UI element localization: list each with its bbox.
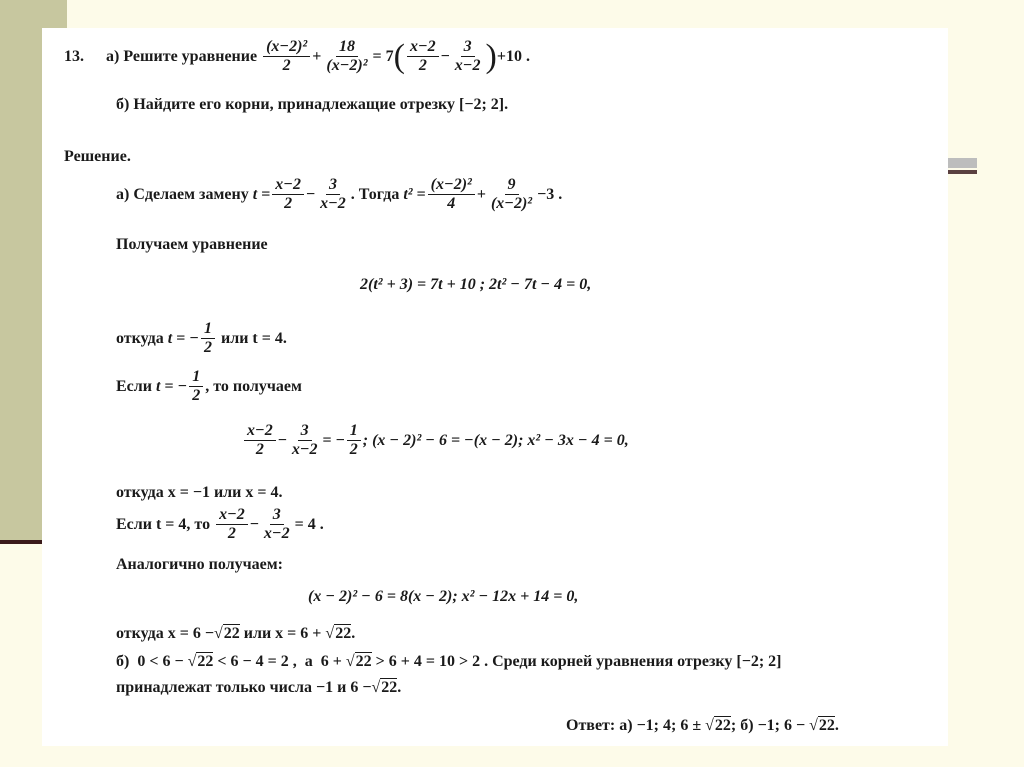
problem-number: 13. bbox=[64, 47, 84, 65]
solution-line-10: (x − 2)² − 6 = 8(x − 2); x² − 12x + 14 = 0, bbox=[308, 588, 579, 605]
solution-line-1: а) Сделаем замену t = $\frac{x-2}{2}$ − $\frac{3}{x-2}$ . Тогда t² = $\frac{\text{(x−2)²}}{4}$ + $\frac{9}{\text{(x−2)²}}$ −3 . bbox=[116, 176, 563, 212]
solution-line-13: принадлежат только числа −1 и 6 − √ 22 . bbox=[116, 678, 402, 696]
solution-line-5: Если t = − $\frac{1}{2}$ , то получаем bbox=[116, 368, 302, 404]
solution-line-6: $\frac{x-2}{2}$ − $\frac{3}{x-2}$ = − $\frac{1}{2}$ ; (x − 2)² − 6 = −(x − 2); x² − 3x − 4 = 0, bbox=[242, 422, 629, 459]
slide-divider-right-dark bbox=[947, 170, 977, 174]
solution-heading: Решение. bbox=[64, 148, 131, 165]
slide-divider-right bbox=[947, 158, 977, 168]
solution-line-2: Получаем уравнение bbox=[116, 236, 268, 253]
solution-line-7: откуда x = −1 или x = 4. bbox=[116, 484, 283, 501]
problem-line-b: б) Найдите его корни, принадлежащие отрезку [−2; 2]. bbox=[116, 96, 509, 113]
fraction: $\frac{x-2}{2}$ bbox=[407, 38, 439, 75]
fraction: $\frac{\text{(x−2)²}}{2}$ bbox=[263, 38, 310, 75]
fraction: $\frac{18}{\text{(x−2)²}}$ bbox=[326, 38, 368, 74]
problem-line-a: 13. а) Решите уравнение $\frac{\text{(x−2)²}}{2}$ + $\frac{18}{\text{(x−2)²}}$ = 7 ( $\frac{x-2}{2}$ − $\frac{3}{x-2}$ ) +10 . bbox=[64, 37, 530, 75]
answer-line: Ответ: а) −1; 4; 6 ± √ 22 ; б) −1; 6 − √ 22 . bbox=[566, 716, 839, 734]
fraction: $\frac{3}{x-2}$ bbox=[454, 38, 481, 74]
scanned-page bbox=[42, 28, 948, 746]
solution-line-11: откуда x = 6 − √ 22 или x = 6 + √ 22 . bbox=[116, 624, 356, 642]
solution-line-4: откуда t = − $\frac{1}{2}$ или t = 4. bbox=[116, 320, 287, 356]
solution-line-8: Если t = 4, то $\frac{x-2}{2}$ − $\frac{3}{x-2}$ = 4 . bbox=[116, 506, 324, 542]
solution-line-3: 2(t² + 3) = 7t + 10 ; 2t² − 7t − 4 = 0, bbox=[360, 276, 592, 293]
solution-line-12: б) 0 < 6 − √ 22 < 6 − 4 = 2 , а 6 + √ 22 > 6 + 4 = 10 > 2 . Среди корней уравнения отрезку [−2; 2] bbox=[116, 652, 782, 670]
solution-line-9: Аналогично получаем: bbox=[116, 556, 283, 573]
problem-part-a-text: а) Решите уравнение bbox=[106, 47, 258, 65]
